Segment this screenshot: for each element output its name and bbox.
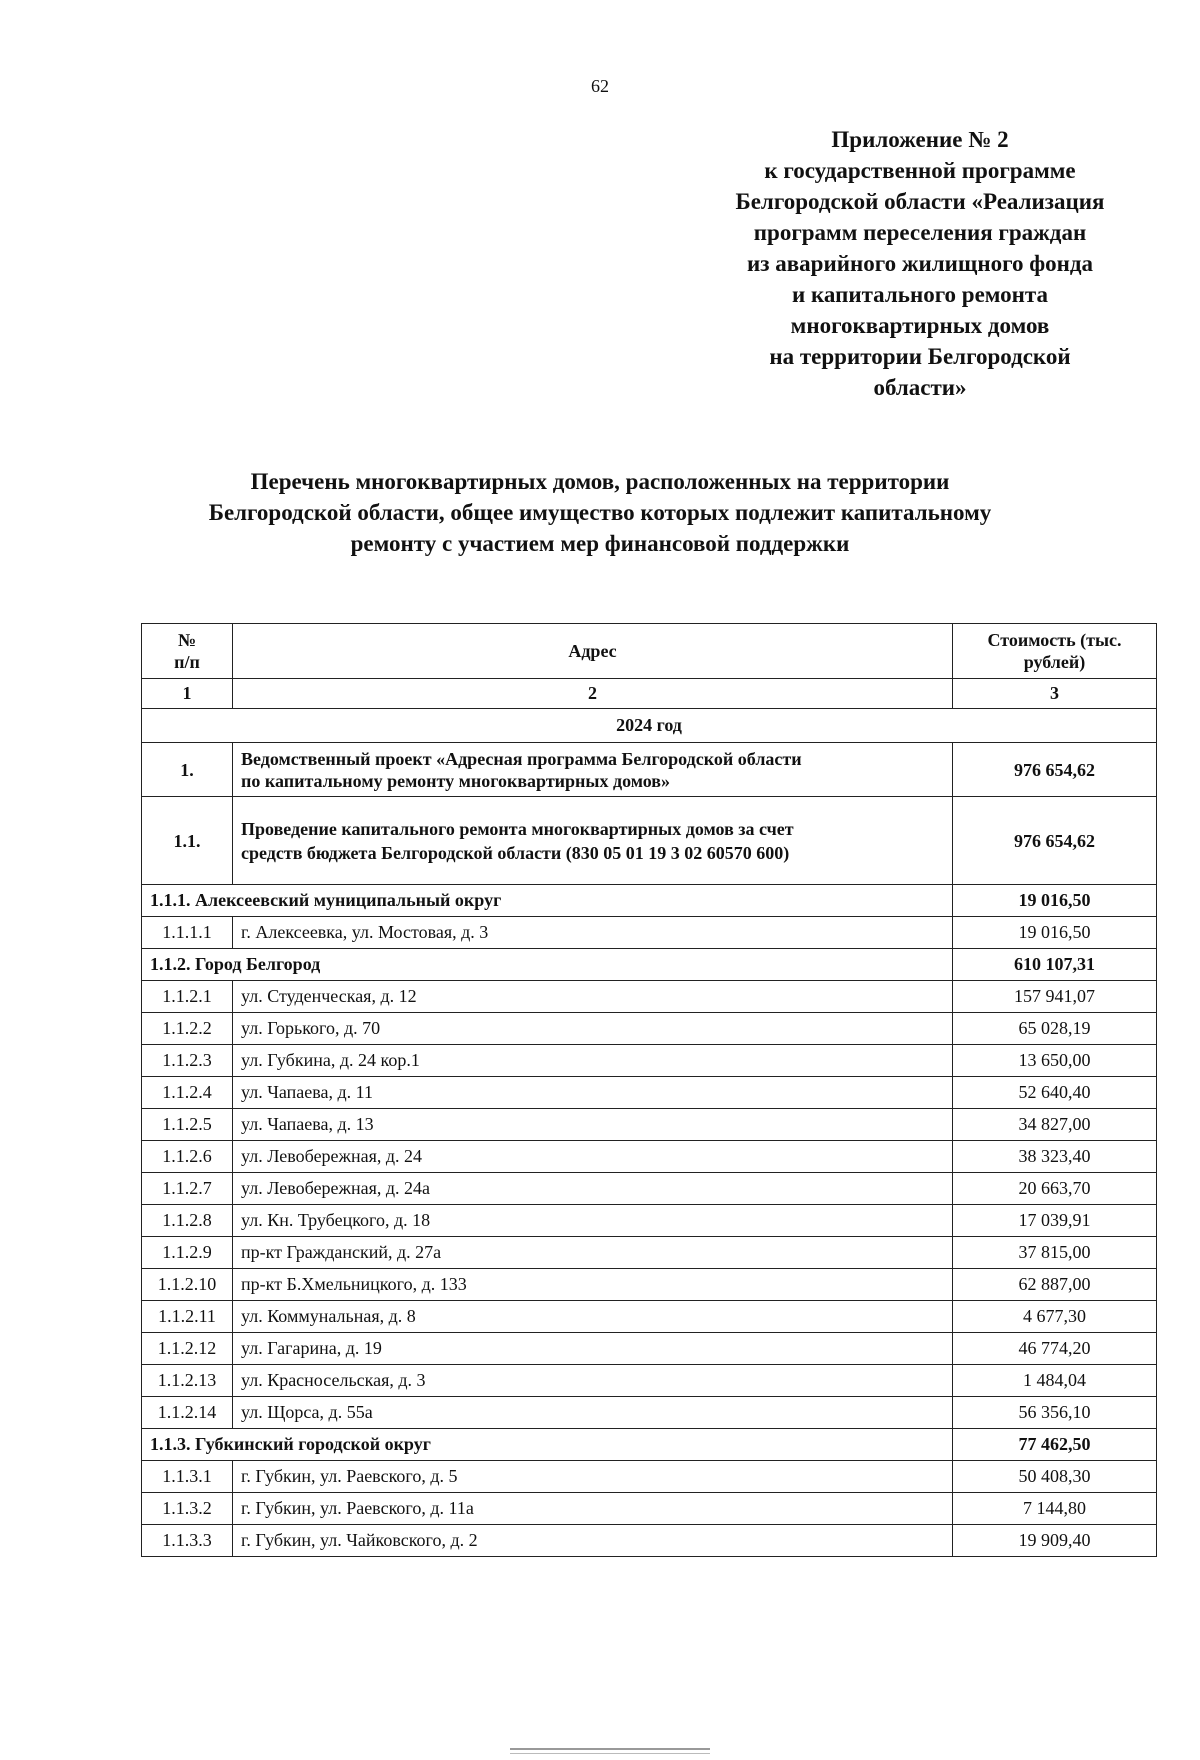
header-cost-line1: Стоимость (тыс. — [987, 630, 1122, 650]
row-address: ул. Щорса, д. 55а — [233, 1397, 953, 1429]
table-row — [142, 1269, 1157, 1301]
title-line: Перечень многоквартирных домов, расположенных на территории — [250, 469, 950, 494]
row-address: г. Губкин, ул. Чайковского, д. 2 — [233, 1525, 953, 1557]
group-name: 1.1.2. Город Белгород — [142, 949, 953, 981]
table-row — [142, 1013, 1157, 1045]
table-row — [142, 917, 1157, 949]
table-row — [142, 1301, 1157, 1333]
row-num: 1.1.3.2 — [142, 1493, 233, 1525]
row-num: 1.1.2.3 — [142, 1045, 233, 1077]
group-cost: 610 107,31 — [953, 949, 1157, 981]
row-cost: 46 774,20 — [953, 1333, 1157, 1365]
row-num: 1.1.2.1 — [142, 981, 233, 1013]
row-address: г. Губкин, ул. Раевского, д. 11а — [233, 1493, 953, 1525]
header-num — [142, 624, 233, 679]
appendix-line: на территории Белгородской — [769, 344, 1071, 369]
row-cost: 37 815,00 — [953, 1237, 1157, 1269]
row-num: 1.1.2.6 — [142, 1141, 233, 1173]
row-cost: 50 408,30 — [953, 1461, 1157, 1493]
row-address: г. Губкин, ул. Раевского, д. 5 — [233, 1461, 953, 1493]
program-row — [142, 797, 1157, 885]
project-name-line1: Ведомственный проект «Адресная программа Белгородской области — [241, 748, 802, 769]
table-row — [142, 981, 1157, 1013]
row-cost: 20 663,70 — [953, 1173, 1157, 1205]
program-num: 1.1. — [142, 797, 233, 885]
header-num-line1: № — [177, 630, 197, 650]
row-address: ул. Чапаева, д. 13 — [233, 1109, 953, 1141]
row-address: ул. Кн. Трубецкого, д. 18 — [233, 1205, 953, 1237]
table-row — [142, 1333, 1157, 1365]
appendix-line: многоквартирных домов — [790, 313, 1050, 338]
row-address: ул. Губкина, д. 24 кор.1 — [233, 1045, 953, 1077]
row-cost: 7 144,80 — [953, 1493, 1157, 1525]
row-cost: 65 028,19 — [953, 1013, 1157, 1045]
row-address: пр-кт Б.Хмельницкого, д. 133 — [233, 1269, 953, 1301]
header-cost — [953, 624, 1157, 679]
row-num: 1.1.2.5 — [142, 1109, 233, 1141]
row-num: 1.1.2.10 — [142, 1269, 233, 1301]
group-cost: 19 016,50 — [953, 885, 1157, 917]
group-row — [142, 949, 1157, 981]
table-row — [142, 1045, 1157, 1077]
project-cost: 976 654,62 — [953, 743, 1157, 797]
row-num: 1.1.2.13 — [142, 1365, 233, 1397]
row-cost: 4 677,30 — [953, 1301, 1157, 1333]
table-row — [142, 1397, 1157, 1429]
column-number: 1 — [142, 679, 233, 709]
column-number: 3 — [953, 679, 1157, 709]
row-cost: 19 909,40 — [953, 1525, 1157, 1557]
year-row — [142, 709, 1157, 743]
program-cost: 976 654,62 — [953, 797, 1157, 885]
year-label: 2024 год — [142, 709, 1157, 743]
column-number-row — [142, 679, 1157, 709]
row-cost: 56 356,10 — [953, 1397, 1157, 1429]
appendix-line: к государственной программе — [764, 158, 1076, 183]
row-num: 1.1.2.11 — [142, 1301, 233, 1333]
row-num: 1.1.3.1 — [142, 1461, 233, 1493]
row-address: ул. Левобережная, д. 24 — [233, 1141, 953, 1173]
row-address: ул. Левобережная, д. 24а — [233, 1173, 953, 1205]
row-num: 1.1.2.4 — [142, 1077, 233, 1109]
row-cost: 52 640,40 — [953, 1077, 1157, 1109]
table-row — [142, 1493, 1157, 1525]
program-name — [233, 797, 953, 885]
row-num: 1.1.1.1 — [142, 917, 233, 949]
project-row — [142, 743, 1157, 797]
group-row — [142, 1429, 1157, 1461]
table-row — [142, 1077, 1157, 1109]
header-address: Адрес — [233, 624, 953, 679]
row-cost: 17 039,91 — [953, 1205, 1157, 1237]
table-row — [142, 1141, 1157, 1173]
table-row — [142, 1173, 1157, 1205]
houses-table — [141, 623, 1157, 1557]
row-num: 1.1.2.7 — [142, 1173, 233, 1205]
row-cost: 62 887,00 — [953, 1269, 1157, 1301]
row-address: ул. Горького, д. 70 — [233, 1013, 953, 1045]
group-row — [142, 885, 1157, 917]
group-cost: 77 462,50 — [953, 1429, 1157, 1461]
row-cost: 13 650,00 — [953, 1045, 1157, 1077]
project-name-line2: по капитальному ремонту многоквартирных домов» — [241, 770, 671, 791]
row-address: г. Алексеевка, ул. Мостовая, д. 3 — [233, 917, 953, 949]
row-num: 1.1.2.2 — [142, 1013, 233, 1045]
table-row — [142, 1237, 1157, 1269]
document-title — [60, 466, 1140, 559]
row-address: ул. Студенческая, д. 12 — [233, 981, 953, 1013]
title-line: Белгородской области, общее имущество которых подлежит капитальному — [208, 500, 992, 525]
group-name: 1.1.1. Алексеевский муниципальный округ — [142, 885, 953, 917]
appendix-line: Белгородской области «Реализация — [735, 189, 1105, 214]
project-name — [233, 743, 953, 797]
row-cost: 19 016,50 — [953, 917, 1157, 949]
row-cost: 157 941,07 — [953, 981, 1157, 1013]
appendix-header — [660, 124, 1180, 403]
appendix-line: программ переселения граждан — [753, 220, 1087, 245]
table-header-row — [142, 624, 1157, 679]
row-num: 1.1.3.3 — [142, 1525, 233, 1557]
appendix-line: области» — [873, 375, 967, 400]
row-num: 1.1.2.12 — [142, 1333, 233, 1365]
row-num: 1.1.2.14 — [142, 1397, 233, 1429]
column-number: 2 — [233, 679, 953, 709]
program-name-line1: Проведение капитального ремонта многоквартирных домов за счет — [241, 818, 794, 839]
group-name: 1.1.3. Губкинский городской округ — [142, 1429, 953, 1461]
appendix-line: Приложение № 2 — [831, 127, 1009, 152]
row-cost: 38 323,40 — [953, 1141, 1157, 1173]
row-address: ул. Чапаева, д. 11 — [233, 1077, 953, 1109]
appendix-line: из аварийного жилищного фонда — [746, 251, 1093, 276]
page-number: 62 — [591, 76, 609, 96]
program-name-line2: средств бюджета Белгородской области (830 05 01 19 3 02 60570 600) — [241, 842, 790, 863]
header-num-line2: п/п — [174, 652, 200, 672]
row-address: пр-кт Гражданский, д. 27а — [233, 1237, 953, 1269]
row-num: 1.1.2.8 — [142, 1205, 233, 1237]
row-cost: 34 827,00 — [953, 1109, 1157, 1141]
project-num: 1. — [142, 743, 233, 797]
appendix-line: и капитального ремонта — [791, 282, 1049, 307]
row-cost: 1 484,04 — [953, 1365, 1157, 1397]
table-row — [142, 1461, 1157, 1493]
table-row — [142, 1205, 1157, 1237]
header-cost-line2: рублей) — [1023, 652, 1086, 672]
table-row — [142, 1109, 1157, 1141]
row-address: ул. Гагарина, д. 19 — [233, 1333, 953, 1365]
table-row — [142, 1525, 1157, 1557]
row-address: ул. Коммунальная, д. 8 — [233, 1301, 953, 1333]
row-address: ул. Красносельская, д. 3 — [233, 1365, 953, 1397]
title-line: ремонту с участием мер финансовой поддержки — [350, 531, 850, 556]
row-num: 1.1.2.9 — [142, 1237, 233, 1269]
footer-mark — [510, 1748, 710, 1754]
table-row — [142, 1365, 1157, 1397]
